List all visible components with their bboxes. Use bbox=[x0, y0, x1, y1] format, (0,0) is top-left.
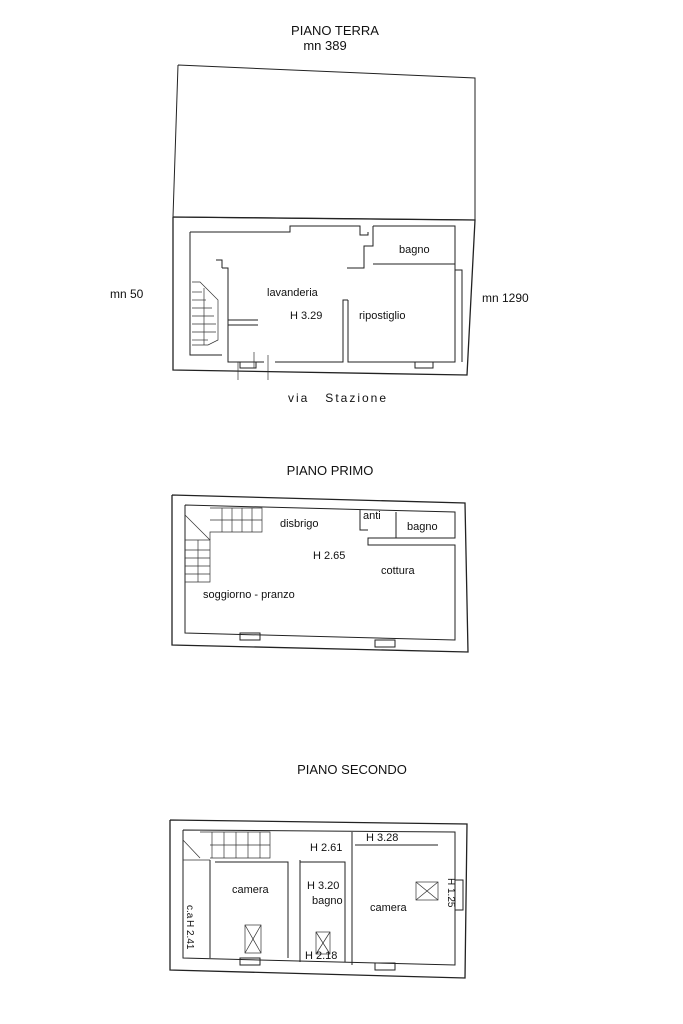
room-cottura: cottura bbox=[381, 565, 415, 577]
room-camera-right: camera bbox=[370, 902, 407, 914]
piano-secondo-title: PIANO SECONDO bbox=[297, 762, 407, 777]
room-anti: anti bbox=[363, 510, 381, 522]
room-ripostiglio: ripostiglio bbox=[359, 310, 406, 322]
first-floor-walls bbox=[172, 495, 468, 652]
second-floor-height-328: H 3.28 bbox=[366, 832, 399, 844]
first-floor-stairs bbox=[185, 508, 262, 582]
room-bagno-second: bagno bbox=[312, 895, 343, 907]
piano-terra bbox=[110, 23, 529, 405]
west-boundary-label: mn 50 bbox=[110, 287, 144, 301]
second-floor-height-218: H 2.18 bbox=[305, 950, 338, 962]
second-floor-stairs bbox=[183, 832, 270, 860]
ground-door-marks bbox=[238, 352, 268, 380]
room-bagno-first: bagno bbox=[407, 521, 438, 533]
north-boundary-label: mn 389 bbox=[303, 38, 347, 53]
room-soggiorno-pranzo: soggiorno - pranzo bbox=[203, 589, 295, 601]
skylight-icons bbox=[245, 882, 438, 954]
second-floor-height-320: H 3.20 bbox=[307, 880, 340, 892]
room-bagno-ground: bagno bbox=[399, 244, 430, 256]
piano-secondo bbox=[170, 762, 467, 978]
second-floor-height-261: H 2.61 bbox=[310, 842, 343, 854]
first-floor-height: H 2.65 bbox=[313, 550, 346, 562]
piano-primo-title: PIANO PRIMO bbox=[286, 463, 374, 478]
second-floor-ca: c.a bbox=[184, 905, 195, 919]
room-disbrigo: disbrigo bbox=[280, 518, 319, 530]
ground-floor-walls bbox=[173, 217, 475, 375]
room-lavanderia: lavanderia bbox=[267, 287, 318, 299]
room-camera-left: camera bbox=[232, 884, 269, 896]
piano-primo bbox=[172, 463, 468, 652]
second-floor-height-241: H 2.41 bbox=[184, 920, 195, 950]
east-boundary-label: mn 1290 bbox=[482, 291, 529, 305]
street-label: via Stazione bbox=[287, 391, 389, 405]
second-floor-height-125: H 1.25 bbox=[445, 878, 456, 908]
room-lavanderia-height: H 3.29 bbox=[290, 310, 323, 322]
piano-terra-title: PIANO TERRA bbox=[291, 23, 379, 38]
courtyard-outline bbox=[173, 65, 475, 220]
ground-stairs bbox=[192, 282, 218, 345]
